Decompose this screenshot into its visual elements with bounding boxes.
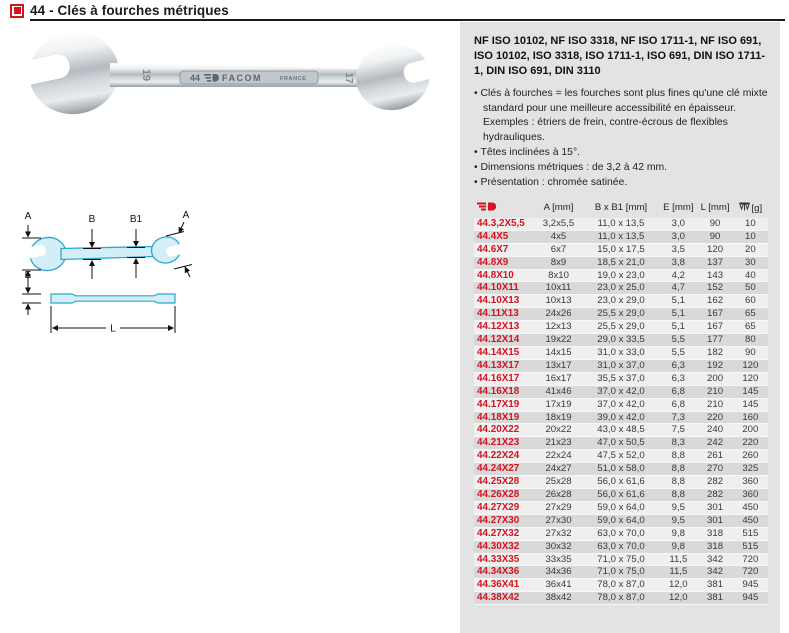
cell-reference: 44.6X7 bbox=[474, 243, 534, 256]
spec-table-row bbox=[474, 463, 768, 476]
cell-e: 11,5 bbox=[659, 553, 697, 566]
cell-reference: 44.10X13 bbox=[474, 295, 534, 308]
cell-weight: 515 bbox=[733, 540, 768, 553]
cell-l: 152 bbox=[697, 282, 732, 295]
info-panel bbox=[460, 22, 780, 633]
spec-table-row bbox=[474, 592, 768, 605]
cell-e: 5,1 bbox=[659, 308, 697, 321]
cell-bxb1: 23,0 x 29,0 bbox=[583, 295, 659, 308]
cell-l: 318 bbox=[697, 527, 732, 540]
spec-table-row bbox=[474, 488, 768, 501]
column-header-a: A [mm] bbox=[543, 202, 574, 214]
cell-weight: 65 bbox=[733, 321, 768, 334]
cell-e: 8,8 bbox=[659, 450, 697, 463]
cell-a: 4x5 bbox=[534, 230, 583, 243]
cell-a: 34x36 bbox=[534, 566, 583, 579]
cell-reference: 44.25X28 bbox=[474, 476, 534, 489]
cell-bxb1: 18,5 x 21,0 bbox=[583, 256, 659, 269]
stamp-origin: FRANCE bbox=[280, 76, 307, 82]
spec-table-row bbox=[474, 476, 768, 489]
size-marking-left: 19 bbox=[140, 68, 152, 82]
cell-l: 342 bbox=[697, 553, 732, 566]
cell-e: 5,1 bbox=[659, 321, 697, 334]
cell-l: 143 bbox=[697, 269, 732, 282]
cell-e: 6,8 bbox=[659, 398, 697, 411]
cell-e: 8,8 bbox=[659, 463, 697, 476]
cell-weight: 945 bbox=[733, 579, 768, 592]
wrench-image bbox=[12, 25, 454, 121]
cell-l: 167 bbox=[697, 321, 732, 334]
cell-weight: 60 bbox=[733, 295, 768, 308]
cell-l: 242 bbox=[697, 437, 732, 450]
diagram-drawing bbox=[14, 200, 206, 344]
cell-bxb1: 37,0 x 42,0 bbox=[583, 385, 659, 398]
cell-e: 3,0 bbox=[659, 230, 697, 243]
cell-bxb1: 47,0 x 50,5 bbox=[583, 437, 659, 450]
feature-item: • Clés à fourches = les fourches sont plus fines qu'une clé mixte standard pour une meilleure accessibilité en épaisseur. Exemples : étriers de frein, contre-écrous de flexibles hydrauliques. bbox=[474, 87, 768, 147]
cell-weight: 145 bbox=[733, 385, 768, 398]
standards-text: NF ISO 10102, NF ISO 3318, NF ISO 1711-1, NF ISO 691, ISO 10102, ISO 3318, ISO 1711-1, ISO 691, DIN ISO 1711-1, DIN ISO 691, DIN 3110 bbox=[474, 35, 766, 78]
cell-l: 318 bbox=[697, 540, 732, 553]
cell-reference: 44.27X29 bbox=[474, 501, 534, 514]
cell-e: 8,8 bbox=[659, 488, 697, 501]
cell-weight: 145 bbox=[733, 398, 768, 411]
spec-table-row bbox=[474, 308, 768, 321]
cell-bxb1: 11,0 x 13,5 bbox=[583, 230, 659, 243]
column-header-bxb1: B x B1 [mm] bbox=[594, 202, 648, 214]
cell-e: 3,8 bbox=[659, 256, 697, 269]
cell-weight: 720 bbox=[733, 553, 768, 566]
spec-table-row bbox=[474, 359, 768, 372]
cell-l: 210 bbox=[697, 398, 732, 411]
cell-weight: 160 bbox=[733, 411, 768, 424]
cell-reference: 44.3,2X5,5 bbox=[474, 218, 534, 230]
cell-reference: 44.20X22 bbox=[474, 424, 534, 437]
cell-reference: 44.14X15 bbox=[474, 347, 534, 360]
weight-unit-label: [g] bbox=[751, 202, 763, 214]
cell-bxb1: 59,0 x 64,0 bbox=[583, 514, 659, 527]
cell-reference: 44.18X19 bbox=[474, 411, 534, 424]
cell-reference: 44.24X27 bbox=[474, 463, 534, 476]
wrench-stamp bbox=[180, 71, 318, 84]
cell-l: 167 bbox=[697, 308, 732, 321]
cell-reference: 44.26X28 bbox=[474, 488, 534, 501]
spec-table-row bbox=[474, 269, 768, 282]
cell-bxb1: 11,0 x 13,5 bbox=[583, 218, 659, 230]
cell-weight: 515 bbox=[733, 527, 768, 540]
cell-bxb1: 43,0 x 48,5 bbox=[583, 424, 659, 437]
spec-table-row bbox=[474, 256, 768, 269]
section-marker-icon bbox=[10, 4, 24, 18]
cell-bxb1: 78,0 x 87,0 bbox=[583, 592, 659, 605]
spec-table-row bbox=[474, 450, 768, 463]
cell-e: 8,8 bbox=[659, 476, 697, 489]
spec-table-row bbox=[474, 566, 768, 579]
cell-weight: 450 bbox=[733, 501, 768, 514]
cell-reference: 44.12X14 bbox=[474, 334, 534, 347]
cell-bxb1: 25,5 x 29,0 bbox=[583, 321, 659, 334]
cell-reference: 44.13X17 bbox=[474, 359, 534, 372]
spec-table-row bbox=[474, 398, 768, 411]
cell-l: 301 bbox=[697, 501, 732, 514]
cell-e: 4,2 bbox=[659, 269, 697, 282]
cell-l: 381 bbox=[697, 592, 732, 605]
cell-a: 13x17 bbox=[534, 359, 583, 372]
cell-a: 27x32 bbox=[534, 527, 583, 540]
cell-a: 8x9 bbox=[534, 256, 583, 269]
cell-weight: 450 bbox=[733, 514, 768, 527]
cell-bxb1: 56,0 x 61,6 bbox=[583, 476, 659, 489]
cell-e: 9,8 bbox=[659, 527, 697, 540]
cell-a: 10x13 bbox=[534, 295, 583, 308]
cell-reference: 44.10X11 bbox=[474, 282, 534, 295]
spec-table-row bbox=[474, 243, 768, 256]
cell-bxb1: 31,0 x 37,0 bbox=[583, 359, 659, 372]
cell-e: 3,0 bbox=[659, 218, 697, 230]
cell-l: 210 bbox=[697, 385, 732, 398]
dim-label-e: E bbox=[24, 270, 32, 281]
cell-reference: 44.8X9 bbox=[474, 256, 534, 269]
cell-reference: 44.22X24 bbox=[474, 450, 534, 463]
column-header-l: L [mm] bbox=[700, 202, 730, 214]
cell-reference: 44.16X18 bbox=[474, 385, 534, 398]
cell-bxb1: 71,0 x 75,0 bbox=[583, 553, 659, 566]
cell-e: 7,5 bbox=[659, 424, 697, 437]
cell-l: 90 bbox=[697, 218, 732, 230]
cell-weight: 65 bbox=[733, 308, 768, 321]
cell-weight: 360 bbox=[733, 476, 768, 489]
cell-e: 9,8 bbox=[659, 540, 697, 553]
cell-reference: 44.11X13 bbox=[474, 308, 534, 321]
dim-label-a-left: A bbox=[24, 211, 32, 222]
dim-label-a-right: A bbox=[182, 210, 190, 221]
cell-e: 9,5 bbox=[659, 514, 697, 527]
cell-weight: 80 bbox=[733, 334, 768, 347]
dim-label-b: B bbox=[88, 214, 96, 225]
spec-table-row bbox=[474, 321, 768, 334]
cell-weight: 40 bbox=[733, 269, 768, 282]
cell-a: 6x7 bbox=[534, 243, 583, 256]
cell-bxb1: 59,0 x 64,0 bbox=[583, 501, 659, 514]
cell-bxb1: 19,0 x 23,0 bbox=[583, 269, 659, 282]
spec-table-row bbox=[474, 424, 768, 437]
cell-reference: 44.17X19 bbox=[474, 398, 534, 411]
cell-bxb1: 78,0 x 87,0 bbox=[583, 579, 659, 592]
cell-weight: 20 bbox=[733, 243, 768, 256]
spec-table-row bbox=[474, 230, 768, 243]
spec-table-row bbox=[474, 553, 768, 566]
cell-e: 6,3 bbox=[659, 372, 697, 385]
cell-l: 120 bbox=[697, 243, 732, 256]
cell-e: 6,3 bbox=[659, 359, 697, 372]
cell-a: 21x23 bbox=[534, 437, 583, 450]
column-header-weight bbox=[733, 199, 768, 218]
page-header bbox=[10, 3, 229, 18]
cell-reference: 44.8X10 bbox=[474, 269, 534, 282]
cell-weight: 720 bbox=[733, 566, 768, 579]
cell-bxb1: 56,0 x 61,6 bbox=[583, 488, 659, 501]
cell-a: 10x11 bbox=[534, 282, 583, 295]
cell-l: 240 bbox=[697, 424, 732, 437]
feature-item: • Présentation : chromée satinée. bbox=[474, 176, 768, 191]
cell-e: 12,0 bbox=[659, 592, 697, 605]
cell-e: 8,3 bbox=[659, 437, 697, 450]
cell-bxb1: 37,0 x 42,0 bbox=[583, 398, 659, 411]
spec-table-wrap bbox=[474, 199, 768, 605]
size-marking-right: 17 bbox=[343, 72, 354, 84]
spec-table-row bbox=[474, 540, 768, 553]
cell-bxb1: 39,0 x 42,0 bbox=[583, 411, 659, 424]
cell-a: 38x42 bbox=[534, 592, 583, 605]
cell-l: 137 bbox=[697, 256, 732, 269]
dim-label-b1: B1 bbox=[129, 214, 143, 225]
cell-weight: 360 bbox=[733, 488, 768, 501]
cell-reference: 44.33X35 bbox=[474, 553, 534, 566]
stamp-number: 44 bbox=[190, 73, 201, 83]
cell-reference: 44.27X32 bbox=[474, 527, 534, 540]
spec-table-row bbox=[474, 527, 768, 540]
cell-weight: 260 bbox=[733, 450, 768, 463]
cell-weight: 50 bbox=[733, 282, 768, 295]
cell-a: 24x26 bbox=[534, 308, 583, 321]
cell-a: 25x28 bbox=[534, 476, 583, 489]
cell-l: 177 bbox=[697, 334, 732, 347]
cell-weight: 325 bbox=[733, 463, 768, 476]
cell-bxb1: 63,0 x 70,0 bbox=[583, 540, 659, 553]
cell-a: 30x32 bbox=[534, 540, 583, 553]
cell-l: 162 bbox=[697, 295, 732, 308]
cell-e: 4,7 bbox=[659, 282, 697, 295]
dimension-diagram bbox=[14, 200, 206, 344]
cell-weight: 200 bbox=[733, 424, 768, 437]
cell-l: 282 bbox=[697, 488, 732, 501]
feature-item: • Dimensions métriques : de 3,2 à 42 mm. bbox=[474, 161, 768, 176]
cell-l: 220 bbox=[697, 411, 732, 424]
cell-e: 5,5 bbox=[659, 334, 697, 347]
cell-l: 192 bbox=[697, 359, 732, 372]
spec-table-row bbox=[474, 282, 768, 295]
cell-bxb1: 31,0 x 33,0 bbox=[583, 347, 659, 360]
title-rule bbox=[30, 19, 785, 21]
cell-a: 18x19 bbox=[534, 411, 583, 424]
cell-a: 26x28 bbox=[534, 488, 583, 501]
cell-l: 182 bbox=[697, 347, 732, 360]
cell-l: 381 bbox=[697, 579, 732, 592]
cell-reference: 44.27X30 bbox=[474, 514, 534, 527]
feature-list bbox=[474, 87, 768, 191]
cell-l: 282 bbox=[697, 476, 732, 489]
column-header-e: E [mm] bbox=[663, 202, 694, 214]
reference-column-header bbox=[474, 199, 534, 218]
cell-a: 19x22 bbox=[534, 334, 583, 347]
dim-label-l: L bbox=[110, 323, 116, 335]
cell-weight: 10 bbox=[733, 230, 768, 243]
cell-a: 36x41 bbox=[534, 579, 583, 592]
spec-table-row bbox=[474, 411, 768, 424]
cell-weight: 220 bbox=[733, 437, 768, 450]
cell-bxb1: 63,0 x 70,0 bbox=[583, 527, 659, 540]
cell-a: 8x10 bbox=[534, 269, 583, 282]
spec-table-row bbox=[474, 334, 768, 347]
cell-a: 33x35 bbox=[534, 553, 583, 566]
cell-e: 6,8 bbox=[659, 385, 697, 398]
cell-e: 3,5 bbox=[659, 243, 697, 256]
spec-table-body bbox=[474, 218, 768, 605]
spec-table-row bbox=[474, 372, 768, 385]
cell-weight: 945 bbox=[733, 592, 768, 605]
cell-bxb1: 51,0 x 58,0 bbox=[583, 463, 659, 476]
spec-table-row bbox=[474, 385, 768, 398]
cell-e: 7,3 bbox=[659, 411, 697, 424]
spec-table-row bbox=[474, 218, 768, 230]
spec-table-row bbox=[474, 501, 768, 514]
cell-l: 270 bbox=[697, 463, 732, 476]
cell-l: 200 bbox=[697, 372, 732, 385]
cell-a: 20x22 bbox=[534, 424, 583, 437]
cell-reference: 44.38X42 bbox=[474, 592, 534, 605]
wrench-right-head bbox=[350, 37, 436, 117]
cell-e: 9,5 bbox=[659, 501, 697, 514]
cell-bxb1: 35,5 x 37,0 bbox=[583, 372, 659, 385]
cell-e: 11,5 bbox=[659, 566, 697, 579]
feature-item: • Têtes inclinées à 15°. bbox=[474, 146, 768, 161]
cell-reference: 44.4X5 bbox=[474, 230, 534, 243]
cell-a: 12x13 bbox=[534, 321, 583, 334]
cell-weight: 120 bbox=[733, 372, 768, 385]
cell-bxb1: 71,0 x 75,0 bbox=[583, 566, 659, 579]
diagram-side-view bbox=[51, 294, 175, 303]
facom-logo-icon bbox=[477, 202, 499, 211]
spec-table-row bbox=[474, 437, 768, 450]
cell-reference: 44.34X36 bbox=[474, 566, 534, 579]
cell-reference: 44.21X23 bbox=[474, 437, 534, 450]
cell-l: 301 bbox=[697, 514, 732, 527]
cell-reference: 44.12X13 bbox=[474, 321, 534, 334]
cell-l: 261 bbox=[697, 450, 732, 463]
cell-e: 12,0 bbox=[659, 579, 697, 592]
cell-weight: 120 bbox=[733, 359, 768, 372]
spec-table-row bbox=[474, 295, 768, 308]
cell-a: 22x24 bbox=[534, 450, 583, 463]
cell-e: 5,5 bbox=[659, 347, 697, 360]
cell-l: 90 bbox=[697, 230, 732, 243]
spec-table-row bbox=[474, 514, 768, 527]
cell-e: 5,1 bbox=[659, 295, 697, 308]
spec-table-row bbox=[474, 579, 768, 592]
diagram-top-view bbox=[27, 234, 182, 273]
cell-bxb1: 47,5 x 52,0 bbox=[583, 450, 659, 463]
cell-bxb1: 25,5 x 29,0 bbox=[583, 308, 659, 321]
spec-table-row bbox=[474, 347, 768, 360]
cell-l: 342 bbox=[697, 566, 732, 579]
cell-bxb1: 23,0 x 25,0 bbox=[583, 282, 659, 295]
cell-reference: 44.36X41 bbox=[474, 579, 534, 592]
cell-a: 3,2x5,5 bbox=[534, 218, 583, 230]
cell-a: 16x17 bbox=[534, 372, 583, 385]
cell-bxb1: 15,0 x 17,5 bbox=[583, 243, 659, 256]
cell-weight: 30 bbox=[733, 256, 768, 269]
cell-a: 27x29 bbox=[534, 501, 583, 514]
cell-reference: 44.30X32 bbox=[474, 540, 534, 553]
cell-weight: 90 bbox=[733, 347, 768, 360]
spec-table-header-row bbox=[474, 199, 768, 218]
wrench-left-head bbox=[23, 25, 125, 120]
cell-a: 27x30 bbox=[534, 514, 583, 527]
cell-a: 41x46 bbox=[534, 385, 583, 398]
cell-reference: 44.16X17 bbox=[474, 372, 534, 385]
product-photo bbox=[12, 25, 454, 121]
balance-scale-icon bbox=[739, 202, 750, 211]
cell-a: 17x19 bbox=[534, 398, 583, 411]
cell-weight: 10 bbox=[733, 218, 768, 230]
cell-bxb1: 29,0 x 33,5 bbox=[583, 334, 659, 347]
cell-a: 24x27 bbox=[534, 463, 583, 476]
cell-a: 14x15 bbox=[534, 347, 583, 360]
dim-e bbox=[22, 282, 41, 315]
page-title: 44 - Clés à fourches métriques bbox=[30, 3, 229, 18]
spec-table bbox=[474, 199, 768, 605]
stamp-brand: FACOM bbox=[222, 73, 262, 83]
